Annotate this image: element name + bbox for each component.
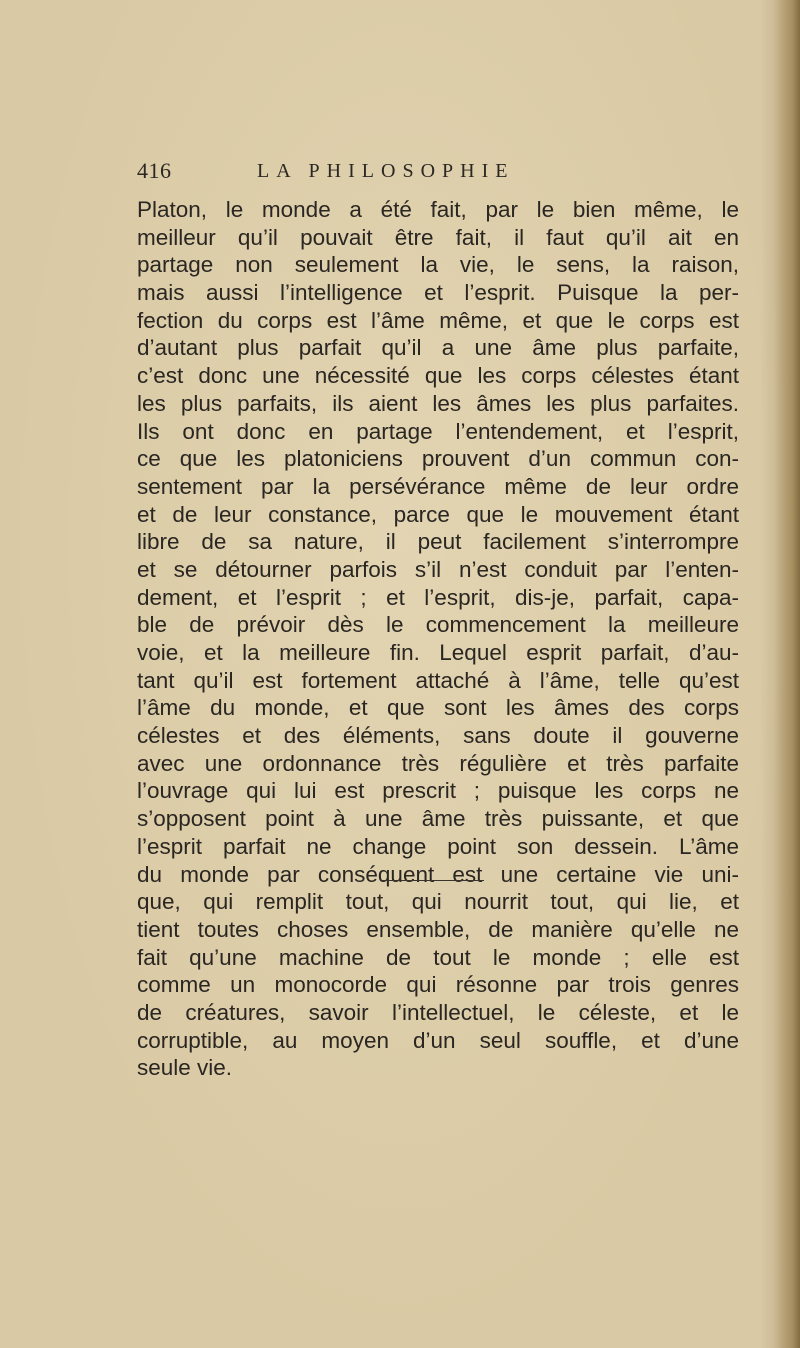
text-line: célestes et des éléments, sans doute il gouverne	[137, 723, 739, 749]
text-line: et de leur constance, parce que le mouvement étant	[137, 501, 739, 527]
section-rule	[380, 880, 484, 881]
text-line: que, qui remplit tout, qui nourrit tout, qui lie, et	[137, 889, 739, 915]
text-line: et se détourner parfois s’il n’est conduit par l’enten-	[137, 556, 739, 582]
text-line: comme un monocorde qui résonne par trois genres	[137, 972, 739, 998]
text-line: les plus parfaits, ils aient les âmes les plus parfaites.	[137, 390, 739, 416]
text-line: tant qu’il est fortement attaché à l’âme, telle qu’est	[137, 667, 739, 693]
text-line: fait qu’une machine de tout le monde ; elle est	[137, 944, 739, 970]
text-line: ble de prévoir dès le commencement la meilleure	[137, 612, 739, 638]
page-header	[137, 158, 737, 188]
text-line: meilleur qu’il pouvait être fait, il faut qu’il ait en	[137, 224, 739, 250]
text-line: d’autant plus parfait qu’il a une âme plus parfaite,	[137, 335, 739, 361]
text-line: tient toutes choses ensemble, de manière qu’elle ne	[137, 916, 739, 942]
text-line: sentement par la persévérance même de leur ordre	[137, 473, 739, 499]
text-line: avec une ordonnance très régulière et très parfaite	[137, 750, 739, 776]
text-line: l’esprit parfait ne change point son dessein. L’âme	[137, 833, 739, 859]
text-line: l’ouvrage qui lui est prescrit ; puisque les corps ne	[137, 778, 739, 804]
page-number: 416	[137, 158, 172, 183]
text-line: Platon, le monde a été fait, par le bien même, le	[137, 197, 739, 222]
body-paragraph	[137, 196, 739, 1082]
text-line: libre de sa nature, il peut facilement s’interrompre	[137, 529, 739, 555]
text-line-last: seule vie.	[137, 1055, 233, 1081]
text-line: ce que les platoniciens prouvent d’un commun con-	[137, 446, 739, 472]
text-line: voie, et la meilleure fin. Lequel esprit parfait, d’au-	[137, 640, 739, 665]
text-line: Ils ont donc en partage l’entendement, et l’esprit,	[137, 418, 739, 444]
text-line: du monde par conséquent est une certaine vie uni-	[137, 861, 739, 887]
text-line: s’opposent point à une âme très puissante, et que	[137, 806, 739, 832]
text-line: l’âme du monde, et que sont les âmes des corps	[137, 695, 739, 721]
text-line: fection du corps est l’âme même, et que le corps est	[137, 307, 739, 333]
running-head: LA PHILOSOPHIE	[257, 160, 515, 182]
text-line: corruptible, au moyen d’un seul souffle, et d’une	[137, 1027, 739, 1053]
page-edge-stain	[774, 0, 800, 1348]
text-line: partage non seulement la vie, le sens, la raison,	[137, 252, 739, 278]
text-line: dement, et l’esprit ; et l’esprit, dis-je, parfait, capa-	[137, 584, 739, 610]
text-line: mais aussi l’intelligence et l’esprit. Puisque la per-	[137, 280, 739, 306]
text-line: de créatures, savoir l’intellectuel, le céleste, et le	[137, 999, 739, 1025]
text-line: c’est donc une nécessité que les corps célestes étant	[137, 363, 739, 389]
